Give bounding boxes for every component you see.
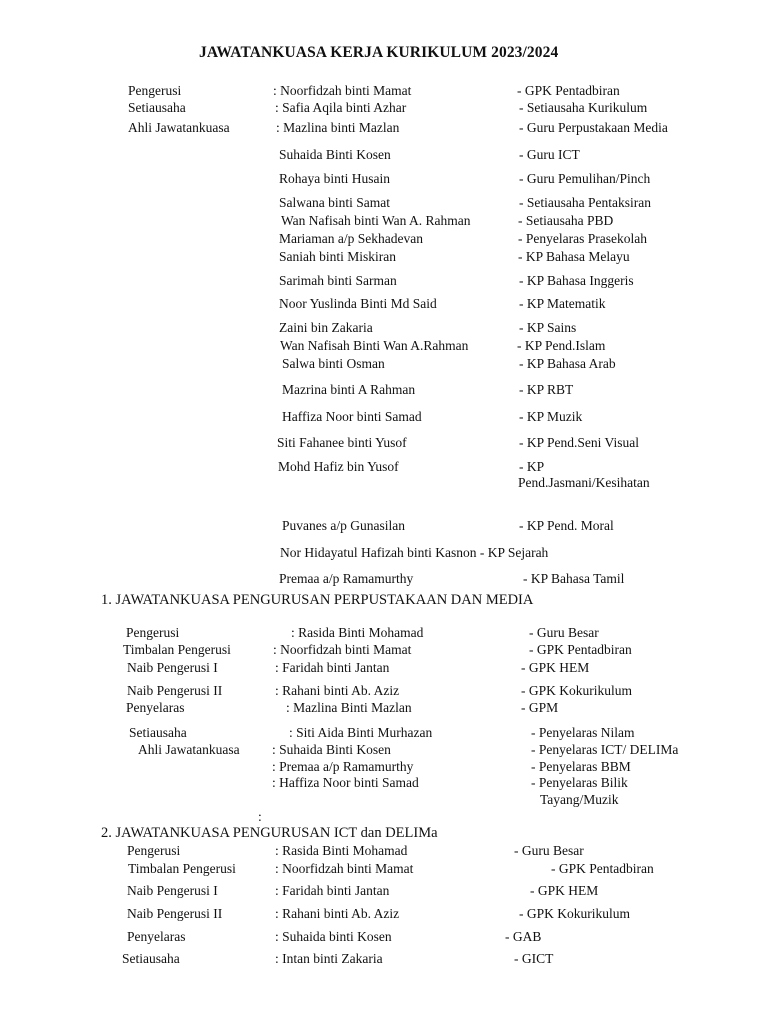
role-label: Naib Pengerusi II	[127, 906, 223, 921]
member-post: - Penyelaras Nilam	[531, 725, 635, 740]
role-label: Naib Pengerusi I	[127, 883, 218, 898]
member-post-continued: Tayang/Muzik	[540, 792, 619, 807]
member-post: - GPK HEM	[521, 660, 590, 675]
member-name: : Mazlina binti Mazlan	[276, 120, 400, 135]
member-post: - Guru ICT	[519, 147, 580, 162]
member-name: Suhaida Binti Kosen	[279, 147, 391, 162]
member-name: Mazrina binti A Rahman	[282, 382, 416, 397]
member-post: - Guru Besar	[514, 843, 584, 858]
member-name: : Suhaida Binti Kosen	[272, 742, 391, 757]
role-label: Setiausaha	[129, 725, 187, 740]
member-name: : Mazlina Binti Mazlan	[286, 700, 412, 715]
member-name: : Premaa a/p Ramamurthy	[272, 759, 414, 774]
member-post: - Penyelaras ICT/ DELIMa	[531, 742, 679, 757]
member-post: - KP Pend.Islam	[517, 338, 606, 353]
member-post: - KP Bahasa Inggeris	[519, 273, 634, 288]
stray-colon: :	[258, 809, 262, 824]
member-post: - GPK Pentadbiran	[529, 642, 632, 657]
section-heading: 1. JAWATANKUASA PENGURUSAN PERPUSTAKAAN DAN MEDIA	[101, 592, 534, 608]
role-label: Pengerusi	[126, 625, 180, 640]
member-name: Mohd Hafiz bin Yusof	[278, 459, 399, 474]
role-label: Ahli Jawatankuasa	[128, 120, 230, 135]
member-post: - KP Sains	[519, 320, 577, 335]
role-label: Setiausaha	[122, 951, 180, 966]
member-post: - Setiausaha Pentaksiran	[519, 195, 651, 210]
role-label: Penyelaras	[126, 700, 185, 715]
member-post: - Penyelaras Bilik	[531, 775, 628, 790]
member-name: : Noorfidzah binti Mamat	[273, 83, 412, 98]
member-post: - GPK Pentadbiran	[517, 83, 620, 98]
member-name: : Haffiza Noor binti Samad	[272, 775, 419, 790]
role-label: Penyelaras	[127, 929, 186, 944]
role-label: Naib Pengerusi II	[127, 683, 223, 698]
member-name: : Siti Aida Binti Murhazan	[289, 725, 433, 740]
role-label: Ahli Jawatankuasa	[138, 742, 240, 757]
member-post: - GPK HEM	[530, 883, 599, 898]
member-post: - KP Matematik	[519, 296, 606, 311]
member-post: - GPK Pentadbiran	[551, 861, 654, 876]
member-post: - Penyelaras BBM	[531, 759, 631, 774]
member-name: : Rahani binti Ab. Aziz	[275, 683, 400, 698]
role-label: Setiausaha	[128, 100, 186, 115]
role-label: Timbalan Pengerusi	[123, 642, 231, 657]
member-post: - KP	[519, 459, 545, 474]
member-post: - KP Bahasa Arab	[519, 356, 616, 371]
member-post: - KP Bahasa Melayu	[518, 249, 630, 264]
member-name: Wan Nafisah binti Wan A. Rahman	[281, 213, 471, 228]
member-name: Nor Hidayatul Hafizah binti Kasnon - KP Sejarah	[280, 545, 549, 560]
member-name: Premaa a/p Ramamurthy	[279, 571, 414, 586]
member-name: : Intan binti Zakaria	[275, 951, 383, 966]
member-name: : Faridah binti Jantan	[275, 660, 390, 675]
member-post: - Penyelaras Prasekolah	[518, 231, 647, 246]
member-post-continued: Pend.Jasmani/Kesihatan	[518, 475, 650, 490]
member-post: - GPK Kokurikulum	[519, 906, 630, 921]
member-post: - GPM	[521, 700, 559, 715]
member-post: - GICT	[514, 951, 554, 966]
member-name: : Faridah binti Jantan	[275, 883, 390, 898]
member-post: - GPK Kokurikulum	[521, 683, 632, 698]
member-post: - KP Pend. Moral	[519, 518, 614, 533]
role-label: Pengerusi	[127, 843, 181, 858]
member-post: - Setiausaha Kurikulum	[519, 100, 648, 115]
document-title: JAWATANKUASA KERJA KURIKULUM 2023/2024	[199, 44, 559, 61]
member-name: Saniah binti Miskiran	[279, 249, 396, 264]
member-name: Wan Nafisah Binti Wan A.Rahman	[280, 338, 469, 353]
member-name: Zaini bin Zakaria	[279, 320, 373, 335]
role-label: Pengerusi	[128, 83, 182, 98]
member-name: Salwana binti Samat	[279, 195, 390, 210]
member-name: : Safia Aqila binti Azhar	[275, 100, 407, 115]
member-name: Mariaman a/p Sekhadevan	[279, 231, 423, 246]
member-post: - KP Bahasa Tamil	[523, 571, 625, 586]
member-name: Salwa binti Osman	[282, 356, 385, 371]
member-post: - Guru Besar	[529, 625, 599, 640]
member-post: - KP RBT	[519, 382, 574, 397]
role-label: Timbalan Pengerusi	[128, 861, 236, 876]
member-name: : Rasida Binti Mohamad	[291, 625, 424, 640]
member-name: : Rahani binti Ab. Aziz	[275, 906, 400, 921]
member-name: Rohaya binti Husain	[279, 171, 390, 186]
member-name: Puvanes a/p Gunasilan	[282, 518, 405, 533]
member-name: Siti Fahanee binti Yusof	[277, 435, 407, 450]
member-name: : Noorfidzah binti Mamat	[275, 861, 414, 876]
member-name: : Rasida Binti Mohamad	[275, 843, 408, 858]
member-name: Noor Yuslinda Binti Md Said	[279, 296, 437, 311]
section-heading: 2. JAWATANKUASA PENGURUSAN ICT dan DELIMa	[101, 825, 438, 841]
member-name: Sarimah binti Sarman	[279, 273, 397, 288]
role-label: Naib Pengerusi I	[127, 660, 218, 675]
member-post: - KP Muzik	[519, 409, 583, 424]
member-post: - Guru Perpustakaan Media	[519, 120, 668, 135]
member-name: : Noorfidzah binti Mamat	[273, 642, 412, 657]
member-post: - KP Pend.Seni Visual	[519, 435, 639, 450]
member-post: - Guru Pemulihan/Pinch	[519, 171, 651, 186]
member-name: : Suhaida binti Kosen	[275, 929, 392, 944]
member-name: Haffiza Noor binti Samad	[282, 409, 422, 424]
member-post: - GAB	[505, 929, 542, 944]
member-post: - Setiausaha PBD	[518, 213, 614, 228]
